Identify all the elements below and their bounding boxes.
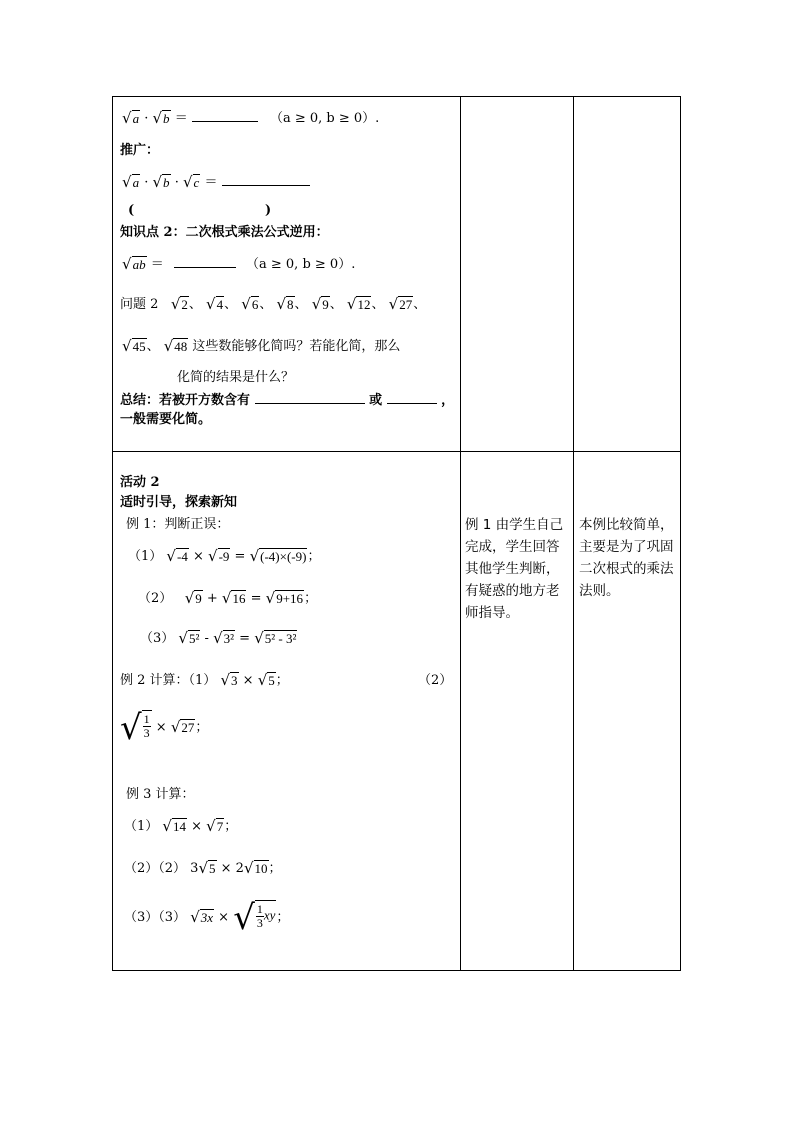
example-3-item-2: （2）（2） 3 √ 5 × 2 √ 10 ； [124, 859, 282, 877]
example-3-title: 例 3 计算： [126, 787, 195, 802]
knowledge-point-2: 知识点 2：二次根式乘法公式逆用： [120, 225, 329, 240]
example-2-item-2: √ $\frac{1}{3}$ × √ 27 ； [120, 707, 209, 748]
formula-reverse-rule: √ ab ＝ （a ≥ 0, b ≥ 0）. [122, 255, 356, 273]
paren-open: ( [128, 203, 135, 218]
paren-close: ) [265, 203, 272, 218]
generalize-label: 推广： [120, 143, 160, 158]
example-1-item-3: （3） √ 5² - √ 3² = √ 5² - 3² [140, 629, 297, 647]
example-1-title: 例 1：判断正误： [126, 517, 230, 532]
formula-product-rule: √ a · √ b ＝ （a ≥ 0, b ≥ 0）. [122, 109, 380, 127]
example-2-label-2: （2） [418, 673, 453, 688]
activity-title: 活动 2 [120, 475, 160, 490]
example-2-item-1: 例 2 计算：（1） √ 3 × √ 5 ； [120, 671, 289, 689]
summary-line2: 一般需要化简。 [120, 412, 212, 427]
example-1-item-2: （2） √ 9 + √ 16 = √ 9+16 ； [138, 589, 318, 607]
question-2-row2: √ 45 、 √ 48 这些数能够化简吗？若能化简，那么 [122, 337, 401, 355]
example-1-item-1: （1） √ -4 × √ -9 = √ (-4)×(-9) ； [128, 547, 321, 565]
summary-line1: 总结：若被开方数含有 或 ， [120, 390, 454, 410]
row-divider [113, 451, 680, 452]
question-2-row1: 问题 2 √ 2 、 √ 4 、 √ 6 、 √ 8 、 √ 9 、 √ 12 、 √ 27 、 [120, 295, 427, 313]
design-note-example-1: 本例比较简单，主要是为了巩固二次根式的乘法法则。 [579, 517, 674, 599]
example-3-item-1: （1） √ 14 × √ 7 ； [124, 817, 238, 835]
column-divider-1 [460, 97, 461, 970]
example-3-item-3: （3）（3） √ 3x × √ $\frac{1}{3}$ xy ； [124, 897, 290, 938]
formula-generalized: √ a · √ b · √ c ＝ [122, 172, 310, 192]
question-2-text2: 化简的结果是什么？ [177, 370, 295, 385]
teacher-note-example-1: 例 1 由学生自己完成，学生回答其他学生判断，有疑惑的地方老师指导。 [465, 517, 564, 621]
column-divider-2 [573, 97, 574, 970]
activity-subtitle: 适时引导，探索新知 [120, 495, 238, 510]
